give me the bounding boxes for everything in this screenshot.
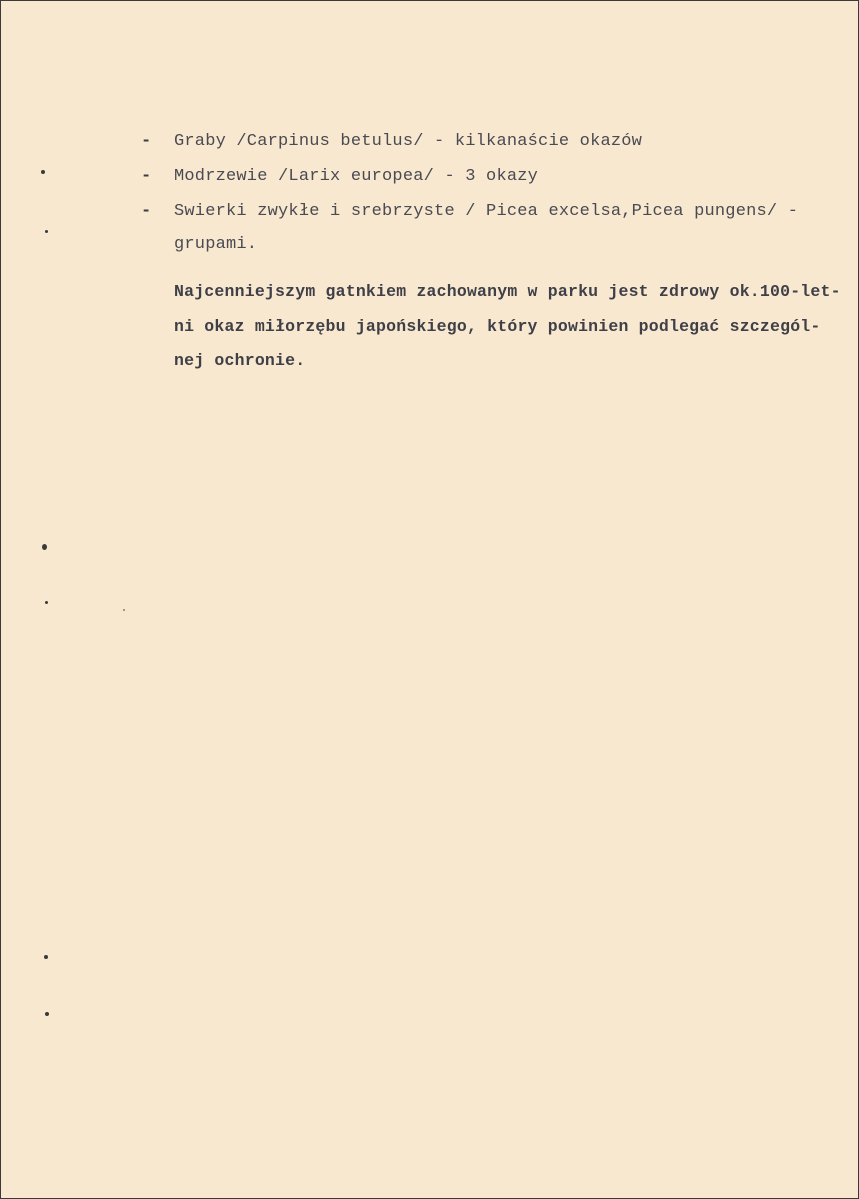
- list-dash: -: [141, 167, 152, 186]
- list-item-spruce: Swierki zwykłe i srebrzyste / Picea excelsa,Picea pungens/ -: [174, 202, 799, 221]
- scan-speck: [45, 1012, 49, 1016]
- list-item-hornbeam: Graby /Carpinus betulus/ - kilkanaście okazów: [174, 132, 643, 151]
- list-dash: -: [141, 132, 152, 151]
- scan-speck: [45, 601, 48, 604]
- scan-speck: [44, 955, 48, 959]
- paragraph-line-3: nej ochronie.: [174, 351, 306, 370]
- list-dash: -: [141, 202, 152, 221]
- list-continuation: grupami.: [174, 235, 258, 254]
- scan-speck: [123, 609, 125, 611]
- scan-speck: [42, 544, 47, 550]
- scan-speck: [45, 230, 48, 233]
- paragraph-line-1: Najcenniejszym gatnkiem zachowanym w parku jest zdrowy ok.100-let-: [174, 282, 841, 301]
- list-item-larch: Modrzewie /Larix europea/ - 3 okazy: [174, 167, 539, 186]
- paragraph-line-2: ni okaz miłorzębu japońskiego, który powinien podlegać szczegól-: [174, 317, 821, 336]
- scan-speck: [41, 170, 45, 174]
